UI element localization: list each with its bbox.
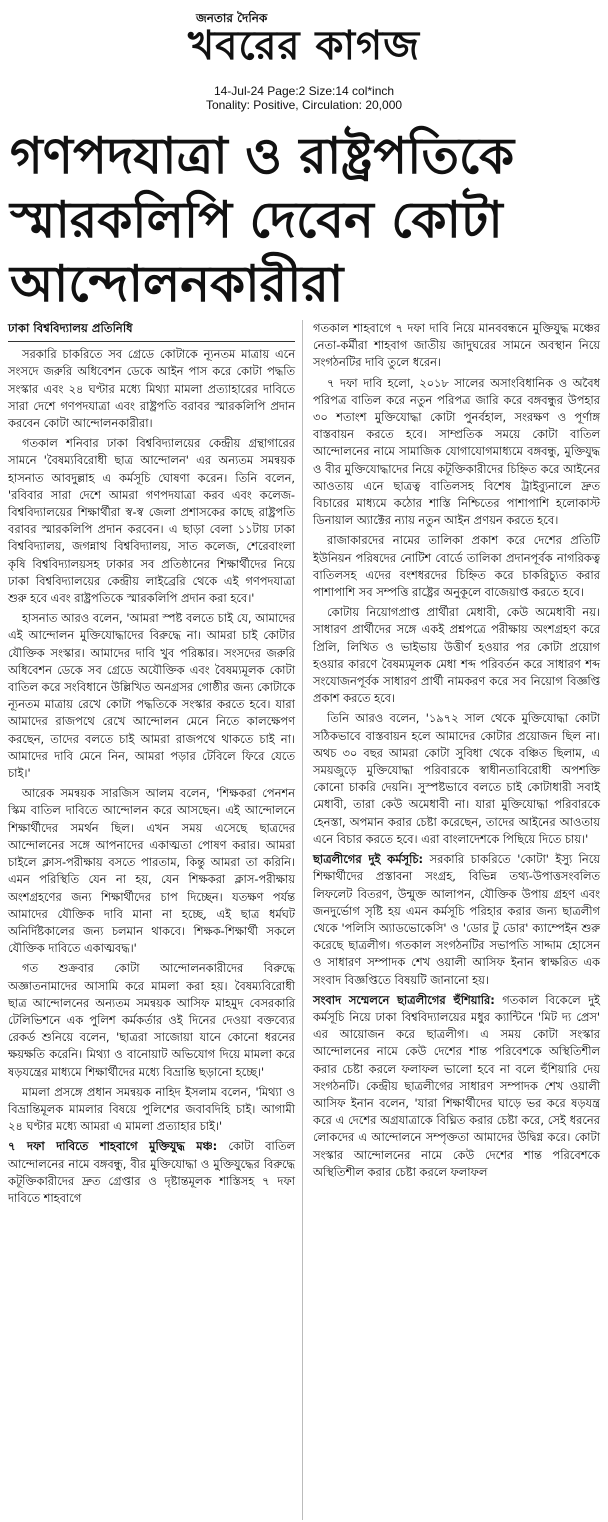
subhead-text: সরকারি চাকরিতে 'কোটা' ইস্যু নিয়ে শিক্ষার্থীদের প্রস্তাবনা সংগ্রহ, বিভিন্ন তথ্য-উপাত্তসংবলিত লিফলেট বিতরণ, উন্মুক্ত আলাপন, যৌক্তিক উপায় গ্রহণ এবং জনদুর্ভোগ সৃষ্টি হয় এমন কর্মসূচি পরিহার করার জন্য ছাত্রলীগ থেকে 'পলিসি অ্যাডভোকেসি' ও 'ডোর টু ডোর' ক্যাম্পেইন শুরু করেছে ছাত্রলীগ। গতকাল সংগঠনটির সভাপতি সাদ্দাম হোসেন ও সাধারণ সম্পাদক শেখ ওয়ালী আসিফ ইনান স্বাক্ষরিত এক সংবাদ বিজ্ঞপ্তিতে বিষয়টি জানানো হয়। bbox=[313, 852, 600, 987]
paragraph-with-subhead bbox=[313, 992, 600, 1181]
paragraph: রাজাকারদের নামের তালিকা প্রকাশ করে দেশের প্রতিটি ইউনিয়ন পরিষদের নোটিশ বোর্ডে তালিকা প্রদানপূর্বক নাগরিকত্ব বাতিলসহ এদের বংশধরদের চিহ্নিত করে চাকরিচ্যুত করার পাশাপাশি সব সম্পত্তি রাষ্ট্রের অনুকূলে বাজেয়াপ্ত করতে হবে। bbox=[313, 533, 600, 600]
subhead: ৭ দফা দাবিতে শাহবাগে মুক্তিযুদ্ধ মঞ্চ: bbox=[8, 1139, 218, 1154]
meta-line-date-size: 14-Jul-24 Page:2 Size:14 col*inch bbox=[213, 84, 395, 98]
clipping-meta bbox=[0, 84, 608, 112]
paragraph: ৭ দফা দাবি হলো, ২০১৮ সালের অসাংবিধানিক ও অবৈধ পরিপত্র বাতিল করে নতুন পরিপত্র জারি করে বঙ্গবন্ধুর উপহার ৩০ শতাংশ মুক্তিযোদ্ধা কোটা পুনর্বহাল, সংরক্ষণ ও পূর্ণাঙ্গ বাস্তবায়ন করতে হবে। সাম্প্রতিক সময়ে কোটা বাতিল আন্দোলনের নামে সামাজিক যোগাযোগমাধ্যমে বঙ্গবন্ধু, মুক্তিযুদ্ধ ও বীর মুক্তিযোদ্ধাদের নিয়ে কটূক্তিকারীদের চিহ্নিত করে আইনের আওতায় এনে ছাত্রত্ব বাতিলসহ বিশেষ ট্রাইব্যুনালে দ্রুত বিচারের মাধ্যমে কঠোর শাস্তি নিশ্চিতের পাশাপাশি হলোকাস্ট ডিনায়াল অ্যাক্টের ন্যায় নতুন আইন প্রণয়ন করতে হবে। bbox=[313, 375, 600, 528]
paragraph: সরকারি চাকরিতে সব গ্রেডে কোটাকে ন্যূনতম মাত্রায় এনে সংসদে জরুরি অধিবেশন ডেকে আইন পাস করে কোটা পদ্ধতি সংস্কার এবং ২৪ ঘণ্টার মধ্যে মিথ্যা মামলা প্রত্যাহারের দাবিতে সারা দেশে গণপদযাত্রা এবং রাষ্ট্রপতি বরাবর স্মারকলিপি প্রদান করবেন কোটা আন্দোলনকারীরা। bbox=[8, 347, 295, 431]
subhead-text: গতকাল বিকেলে দুই কর্মসূচি নিয়ে ঢাকা বিশ্ববিদ্যালয়ের মধুর ক্যান্টিনে 'মিট দ্য প্রেস' এর আয়োজন করে ছাত্রলীগ। এ সময় কোটা সংস্কার আন্দোলনের নামে কেউ দেশের শান্ত পরিবেশকে অস্থিতিশীল করার চেষ্টা করলে ফলাফল ভালো হবে না বলে হুঁশিয়ারি দেয় সংগঠনটি। কেন্দ্রীয় ছাত্রলীগের সাধারণ সম্পাদক শেখ ওয়ালী আসিফ ইনান বলেন, 'যারা শিক্ষার্থীদের ঘাড়ে ভর করে ষড়যন্ত্র করে এ দেশের অগ্রযাত্রাকে বিঘ্নিত করার চেষ্টা করে, সেই ধরনের লোকদের এ আন্দোলনে সম্পৃক্ততা আমাদের উদ্বিগ্ন করে। কোটা সংস্কার আন্দোলনের নামে কেউ দেশের শান্ত পরিবেশকে অস্থিতিশীল করার চেষ্টা করলে ফলাফল bbox=[313, 992, 600, 1179]
subhead-text: কোটা বাতিল আন্দোলনের নামে বঙ্গবন্ধু, বীর মুক্তিযোদ্ধা ও মুক্তিযুদ্ধের বিরুদ্ধে কটূক্তিকারীদের দ্রুত গ্রেপ্তার ও দৃষ্টান্তমূলক শাস্তিসহ ৭ দফা দাবিতে শাহবাগে bbox=[8, 1139, 295, 1205]
paragraph: গতকাল শনিবার ঢাকা বিশ্ববিদ্যালয়ের কেন্দ্রীয় গ্রন্থাগারের সামনে 'বৈষম্যবিরোধী ছাত্র আন্দোলন' এর অন্যতম সমন্বয়ক হাসনাত আবদুল্লাহ এ কর্মসূচি ঘোষণা করেন। তিনি বলেন, 'রবিবার সারা দেশে আমরা গণপদযাত্রা করব এবং কলেজ-বিশ্ববিদ্যালয়ের শিক্ষার্থীরা স্ব-স্ব জেলা প্রশাসকের কাছে রাষ্ট্রপতি বরাবর স্মারকলিপি প্রদান করবেন। এ ছাড়া বেলা ১১টায় ঢাকা বিশ্ববিদ্যালয়, জগন্নাথ বিশ্ববিদ্যালয়, সাত কলেজ, শেরেবাংলা কৃষি বিশ্ববিদ্যালয়সহ ঢাকার সব প্রতিষ্ঠানের শিক্ষার্থীদের নিয়ে ঢাকা বিশ্ববিদ্যালয়ের কেন্দ্রীয় লাইব্রেরি থেকে এই গণপদযাত্রা শুরু হবে এবং রাষ্ট্রপতিকে স্মারকলিপি প্রদান করা হবে।' bbox=[8, 436, 295, 606]
byline: ঢাকা বিশ্ববিদ্যালয় প্রতিনিধি bbox=[8, 320, 295, 342]
paragraph: হাসনাত আরও বলেন, 'আমরা স্পষ্ট বলতে চাই যে, আমাদের এই আন্দোলন মুক্তিযোদ্ধাদের বিরুদ্ধে না। আমরা চাই কোটার যৌক্তিক সংস্কার। আমাদের দাবি খুব পরিষ্কার। সংসদের জরুরি অধিবেশন ডেকে সব গ্রেডে অযৌক্তিক এবং বৈষম্যমূলক কোটা বাতিল করে সংবিধানে উল্লিখিত অনগ্রসর গোষ্ঠীর জন্য কোটাকে ন্যূনতম মাত্রায় রেখে কোটা পদ্ধতিকে সংস্কার করতে হবে। যারা আমাদের রাজপথে রেখে আন্দোলন মেনে নিতে কালক্ষেপণ করছেন, তাদের বলতে চাই আমরা রাজপথে থাকতে চাই না। আমাদের দাবি মেনে নিন, আমরা পড়ার টেবিলে ফিরে যেতে চাই।' bbox=[8, 611, 295, 781]
paragraph-with-subhead bbox=[8, 1138, 295, 1207]
paragraph: মামলা প্রসঙ্গে প্রধান সমন্বয়ক নাহিদ ইসলাম বলেন, 'মিথ্যা ও বিভ্রান্তিমূলক মামলার বিষয়ে পুলিশের জবাবদিহি চাই। আগামী ২৪ ঘণ্টার মধ্যে আমরা এ মামলা প্রত্যাহার চাই।' bbox=[8, 1084, 295, 1134]
paragraph: গত শুক্রবার কোটা আন্দোলনকারীদের বিরুদ্ধে অজ্ঞাতনামাদের আসামি করে মামলা করা হয়। বৈষম্যবিরোধী ছাত্র আন্দোলনের অন্যতম সমন্বয়ক আসিফ মাহমুদ বেসরকারি টেলিভিশনে এক পুলিশ কর্মকর্তার ওই দিনের দেওয়া বক্তব্যের রেকর্ড শুনিয়ে বলেন, 'ছাত্ররা সাজোয়া যানে কোনো ধরনের ক্ষয়ক্ষতি করেনি। মিথ্যা ও বানোয়াট অভিযোগ দিয়ে মামলা করে ষড়যন্ত্রের মাধ্যমে শিক্ষার্থীদের মধ্যে বিভ্রান্তি ছড়ানো হচ্ছে।' bbox=[8, 961, 295, 1079]
meta-line-tonality: Tonality: Positive, Circulation: 20,000 bbox=[205, 98, 403, 112]
headline: গণপদযাত্রা ও রাষ্ট্রপতিকে স্মারকলিপি দেবেন কোটা আন্দোলনকারীরা bbox=[10, 127, 515, 313]
newspaper-name: খবরের কাগজ bbox=[187, 23, 421, 69]
paragraph: তিনি আরও বলেন, '১৯৭২ সাল থেকে মুক্তিযোদ্ধা কোটা সঠিকভাবে বাস্তবায়ন হলে আমাদের কোটার প্রয়োজন ছিল না। অথচ ৩০ বছর আমরা কোটা সুবিধা থেকে বঞ্চিত ছিলাম, এ সময়জুড়ে মুক্তিযোদ্ধা পরিবারকে স্বাধীনতাবিরোধী অপশক্তি কোনো চাকরি দেয়নি। সুস্পষ্টভাবে বলতে চাই কোটাধারী সবাই মেধাবী, তারা কেউ অমেধাবী না। যারা মুক্তিযোদ্ধা পরিবারকে হেনস্তা, অপমান করার চেষ্টা করেছেন, তাদের আইনের আওতায় এনে বিচার করতে হবে। এরা বাংলাদেশকে পিছিয়ে দিতে চায়।' bbox=[313, 711, 600, 846]
paragraph-with-subhead bbox=[313, 851, 600, 989]
subhead: সংবাদ সম্মেলনে ছাত্রলীগের হুঁশিয়ারি: bbox=[313, 992, 495, 1007]
left-column bbox=[8, 320, 295, 1210]
paragraph: গতকাল শাহবাগে ৭ দফা দাবি নিয়ে মানববন্ধনে মুক্তিযুদ্ধ মঞ্চের নেতা-কর্মীরা শাহবাগ জাতীয় জাদুঘরের সামনে অবস্থান নিয়ে সংগঠনটির দাবি তুলে ধরেন। bbox=[313, 321, 600, 370]
tagline: জনতার দৈনিক bbox=[196, 11, 268, 25]
right-column bbox=[313, 320, 600, 1184]
paragraph: আরেক সমন্বয়ক সারজিস আলম বলেন, 'শিক্ষকরা পেনশন স্কিম বাতিল দাবিতে আন্দোলন করে আসছেন। এই আন্দোলনে শিক্ষার্থীদের সমর্থন ছিল। এখন সময় এসেছে ছাত্রদের আন্দোলনের সঙ্গে আপনাদের একাত্মতা পোষণ করার। আমরা চাইলে ক্লাস-পরীক্ষায় বসতে পারতাম, কিন্তু আমরা তা করিনি। এমন পরিস্থিতি যেন না হয়, যেন শিক্ষকরা ক্লাস-পরীক্ষায় অংশগ্রহণের জন্য শিক্ষার্থীদের চাপ দিচ্ছেন। যতক্ষণ পর্যন্ত আমাদের যৌক্তিক দাবি মানা না হচ্ছে, এই ছাত্র ধর্মঘট অনির্দিষ্টকালের জন্য চলমান থাকবে। শিক্ষক-শিক্ষার্থী সকলে যৌক্তিক দাবিতে একাত্মবদ্ধ।' bbox=[8, 786, 295, 956]
column-divider bbox=[302, 320, 303, 1520]
subhead: ছাত্রলীগের দুই কর্মসূচি: bbox=[313, 852, 424, 867]
paragraph: কোটায় নিয়োগপ্রাপ্ত প্রার্থীরা মেধাবী, কেউ অমেধাবী নয়। সাধারণ প্রার্থীদের সঙ্গে একই প্রশ্নপত্রে পরীক্ষায় অংশগ্রহণ করে প্রিলি, লিখিত ও ভাইভায় উত্তীর্ণ হওয়ার পর কোটা প্রয়োগ হওয়ার কারণে বৈষম্যমূলক মেধা শব্দ পরিবর্তন করে সাধারণ শব্দ সংযোজনপূর্বক সাধারণ প্রার্থী নামকরণ করে সব নিয়োগ বিজ্ঞপ্তি প্রকাশ করতে হবে। bbox=[313, 605, 600, 706]
